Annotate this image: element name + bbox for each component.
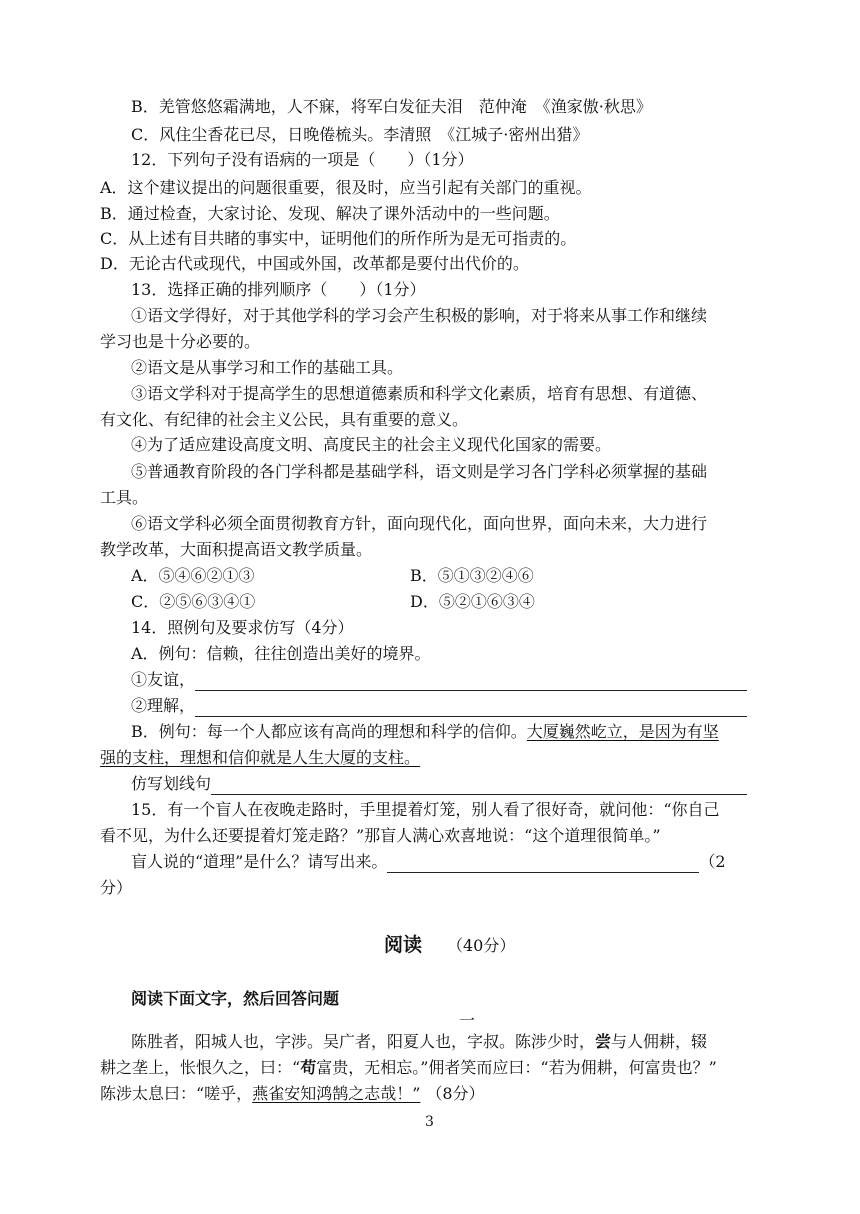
q12-option-b: B．通过检查，大家讨论、发现、解决了课外活动中的一些问题。 (100, 204, 560, 223)
fill-3-label: 仿写划线句 (131, 774, 212, 793)
sentence-3-cont: 有文化、有纪律的社会主义公民，具有重要的意义。 (100, 410, 469, 429)
q15-score: （2 (699, 852, 726, 871)
q14-example-b (131, 721, 719, 743)
answer-blank-3[interactable] (211, 776, 747, 795)
passage-text: 与人佣耕，辍 (611, 1032, 708, 1051)
q14-example-b-cont (100, 747, 420, 769)
bold-word: 苟 (300, 1058, 317, 1077)
part-number: 一 (459, 1011, 476, 1030)
passage-text: 陈胜者，阳城人也，字涉。吴广者，阳夏人也，字叔。陈涉少时， (131, 1032, 596, 1051)
passage-line-1 (131, 1031, 707, 1053)
q14-fill-1 (131, 669, 747, 691)
q14-stem: 14．照例句及要求仿写（4分） (131, 618, 354, 637)
underlined-sentence-1: 大厦巍然屹立，是因为有坚 (526, 722, 719, 741)
section-title: 阅读 (384, 934, 423, 956)
q11-option-c: C．风住尘香花已尽，日晚倦梳头。李清照 《江城子·密州出猎》 (131, 125, 589, 144)
q15-score-cont: 分） (100, 878, 133, 897)
q14-fill-2 (131, 695, 747, 717)
answer-blank-1[interactable] (195, 672, 747, 691)
sentence-5: ⑤普通教育阶段的各门学科都是基础学科，语文则是学习各门学科必须掌握的基础 (131, 462, 708, 481)
fill-1-label: ①友谊， (131, 670, 196, 689)
q13-option-b: B．⑤①③②④⑥ (410, 566, 534, 585)
q15-stem-cont: 看不见，为什么还要提着灯笼走路？”那盲人满心欢喜地说：“这个道理很简单。” (100, 826, 661, 845)
sentence-6: ⑥语文学科必须全面贯彻教育方针，面向现代化，面向世界，面向未来，大力进行 (131, 514, 708, 533)
fill-2-label: ②理解， (131, 696, 196, 715)
page-number: 3 (425, 1114, 434, 1130)
q12-stem: 12．下列句子没有语病的一项是（ ）（1分） (131, 150, 474, 169)
passage-line-2 (100, 1057, 717, 1079)
q12-option-c: C．从上述有目共睹的事实中，证明他们的所作所为是无可指责的。 (100, 229, 577, 248)
q12-option-a: A．这个建议提出的问题很重要，很及时，应当引起有关部门的重视。 (100, 178, 592, 197)
q13-option-c: C．②⑤⑥③④① (131, 592, 256, 611)
underlined-sentence-2: 强的支柱，理想和信仰就是人生大厦的支柱。 (100, 748, 421, 767)
reading-instruction: 阅读下面文字，然后回答问题 (131, 989, 340, 1008)
q15-stem: 15．有一个盲人在夜晚走路时，手里提着灯笼，别人看了很好奇，就问他：“你自己 (131, 800, 720, 819)
q14-example-a: A．例句：信赖，往往创造出美好的境界。 (131, 644, 431, 663)
passage-score: （8分） (434, 1084, 485, 1103)
sentence-1-cont: 学习也是十分必要的。 (100, 332, 261, 351)
q15-question-text: 盲人说的“道理”是什么？请写出来。 (131, 852, 388, 871)
sentence-4: ④为了适应建设高度文明、高度民主的社会主义现代化国家的需要。 (131, 435, 612, 454)
sentence-1: ①语文学得好，对于其他学科的学习会产生积极的影响，对于将来从事工作和继续 (131, 306, 708, 325)
underlined-quote: 燕雀安知鸿鹄之志哉！” (252, 1084, 421, 1103)
sentence-6-cont: 教学改革，大面积提高语文教学质量。 (100, 540, 373, 559)
answer-blank-4[interactable] (387, 854, 699, 873)
answer-blank-2[interactable] (195, 698, 747, 717)
sentence-3: ③语文学科对于提高学生的思想道德素质和科学文化素质，培育有思想、有道德、 (131, 384, 708, 403)
q12-option-d: D．无论古代或现代，中国或外国，改革都是要付出代价的。 (100, 254, 529, 273)
q13-option-d: D．⑤②①⑥③④ (410, 592, 535, 611)
bold-word: 尝 (595, 1032, 612, 1051)
sentence-5-cont: 工具。 (100, 488, 149, 507)
passage-text: 陈涉太息曰：“嗟乎， (100, 1084, 253, 1103)
sentence-2: ②语文是从事学习和工作的基础工具。 (131, 358, 404, 377)
passage-text: 富贵，无相忘。”佣者笑而应曰：“若为佣耕，何富贵也？” (316, 1058, 717, 1077)
q14-fill-3 (131, 773, 747, 795)
example-b-text: B．例句：每一个人都应该有高尚的理想和科学的信仰。 (131, 722, 527, 741)
passage-line-3 (100, 1083, 485, 1105)
q11-option-b: B．羌管悠悠霜满地，人不寐，将军白发征夫泪 范仲淹 《渔家傲·秋思》 (131, 97, 652, 116)
q15-question (131, 851, 726, 873)
q13-option-a: A．⑤④⑥②①③ (131, 566, 255, 585)
passage-text: 耕之垄上，怅恨久之，曰：“ (100, 1058, 301, 1077)
q13-stem: 13．选择正确的排列顺序（ ）（1分） (131, 280, 426, 299)
section-score: （40分） (447, 936, 516, 955)
